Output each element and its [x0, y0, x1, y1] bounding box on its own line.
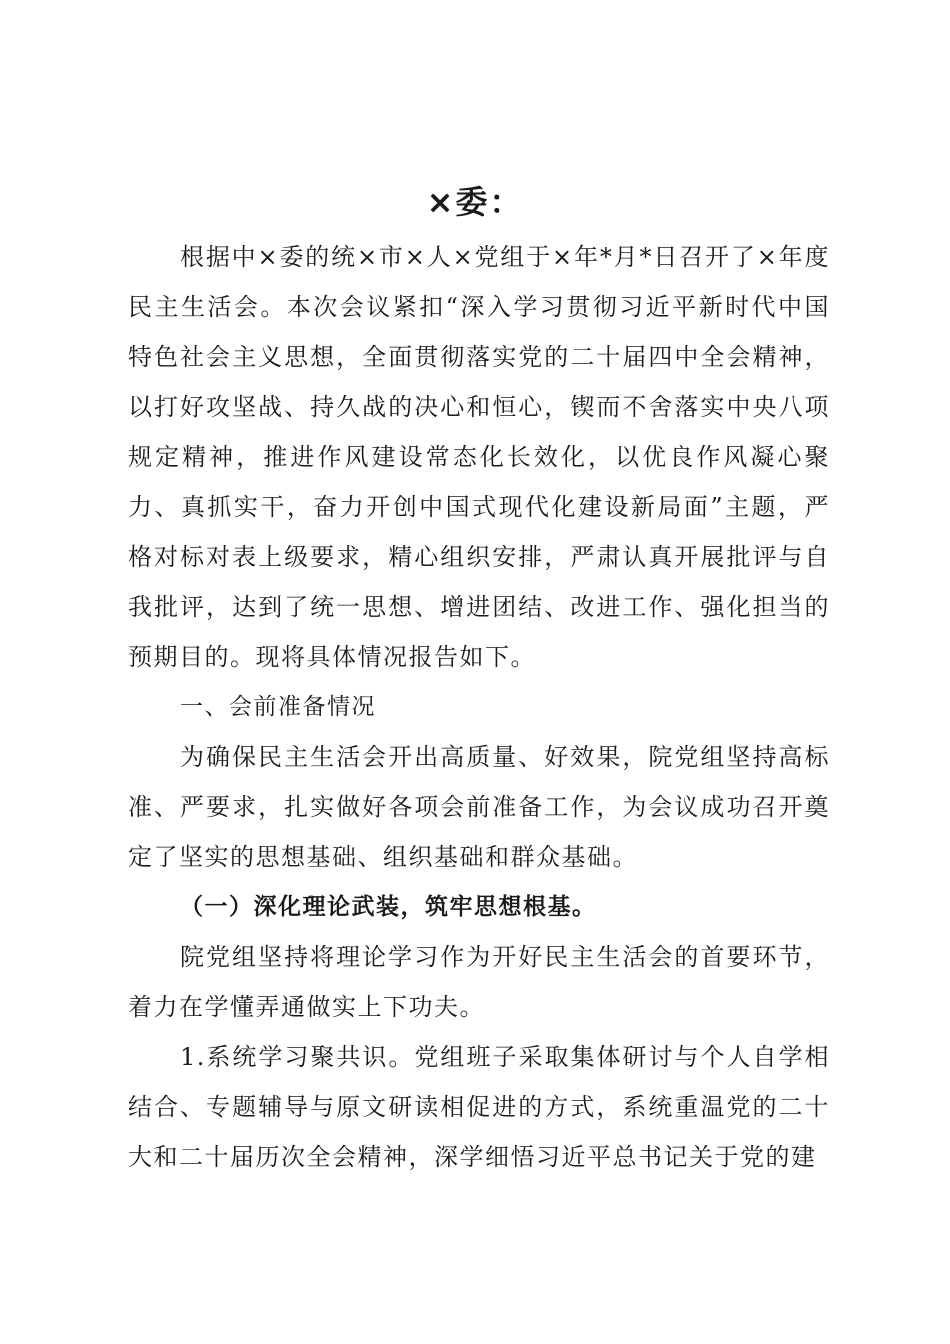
subsection-1-paragraph: 院党组坚持将理论学习作为开好民主生活会的首要环节，着力在学懂弄通做实上下功夫。: [128, 943, 830, 1021]
section-1-paragraph: 为确保民主生活会开出高质量、好效果，院党组坚持高标准、严要求，扎实做好各项会前准备工作，为会议成功召开奠定了坚实的思想基础、组织基础和群众基础。: [128, 743, 830, 871]
intro-paragraph: 根据中×委的统×市×人×党组于×年*月*日召开了×年度民主生活会。本次会议紧扣“深入学习贯彻习近平新时代中国特色社会主义思想，全面贯彻落实党的二十届四中全会精神，以打好攻坚战、持久战的决心和恒心，锲而不舍落实中央八项规定精神，推进作风建设常态化长效化，以优良作风凝心聚力、真抓实干，奋力开创中国式现代化建设新局面”主题，严格对标对表上级要求，精心组织安排，严肃认真开展批评与自我批评，达到了统一思想、增进团结、改进工作、强化担当的预期目的。现将具体情况报告如下。: [128, 243, 830, 671]
document-body: [128, 232, 830, 1182]
subsection-heading-1: （一）深化理论武装，筑牢思想根基。: [180, 893, 597, 920]
document-title: ×委：: [426, 183, 524, 221]
numbered-item-1-paragraph: 1.系统学习聚共识。党组班子采取集体研讨与个人自学相结合、专题辅导与原文研读相促进的方式，系统重温党的二十大和二十届历次全会精神，深学细悟习近平总书记关于党的建: [128, 1043, 830, 1171]
section-heading-1: 一、会前准备情况: [180, 694, 376, 720]
